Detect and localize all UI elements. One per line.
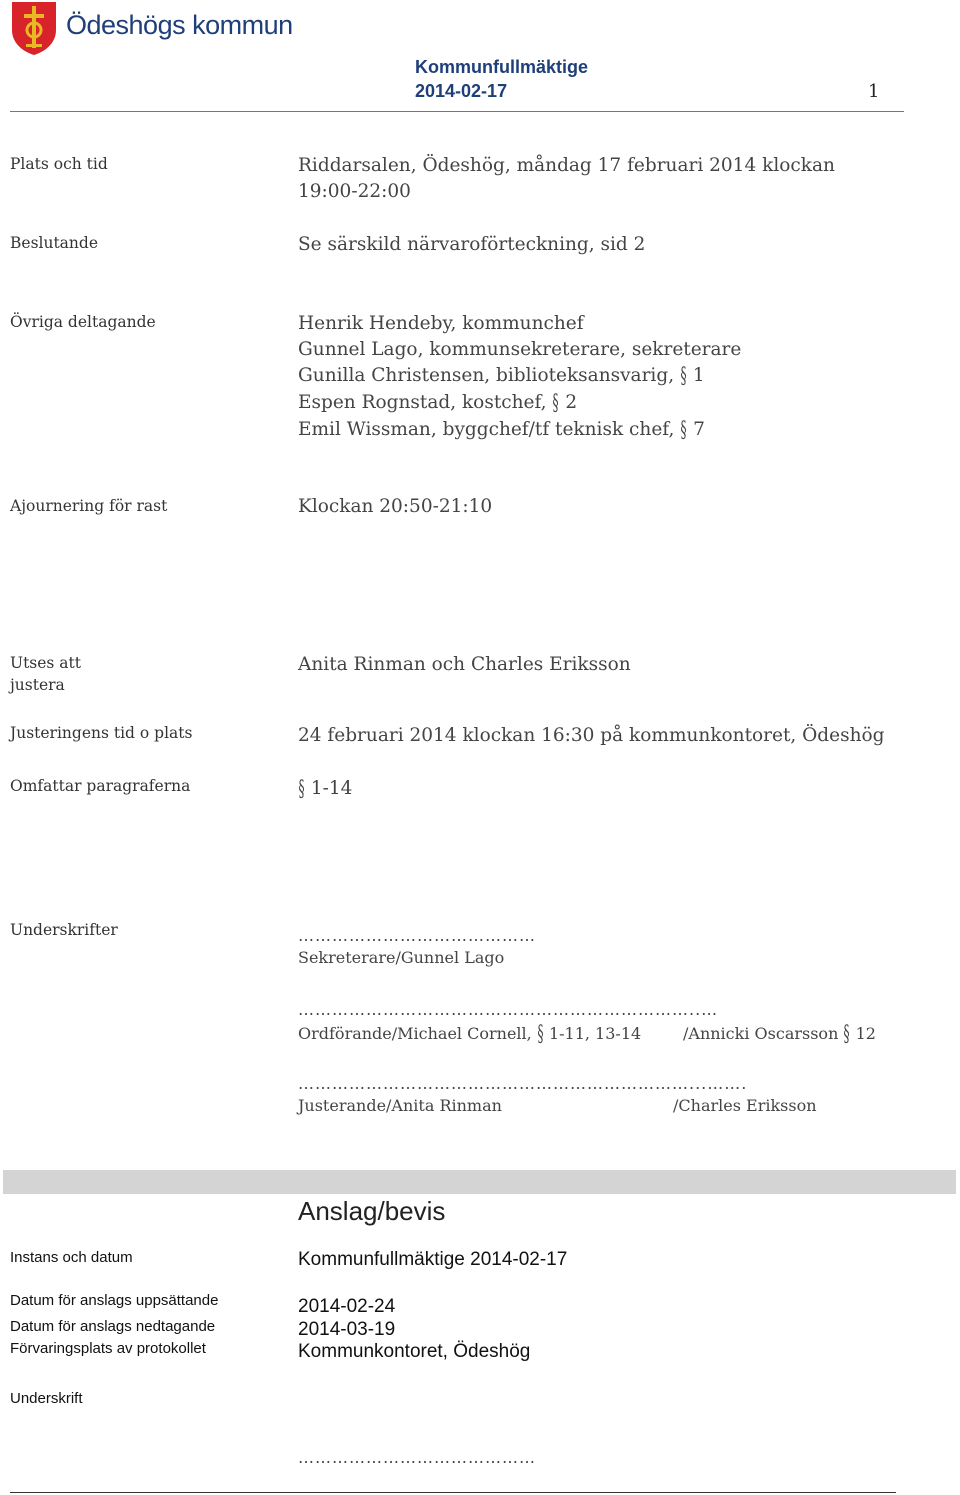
forvaring-value: Kommunkontoret, Ödeshög: [298, 1341, 531, 1362]
omfattar-value: § 1-14: [298, 777, 353, 802]
paragraph-symbol: §: [843, 1022, 850, 1047]
ovriga-item: Henrik Hendeby, kommunchef: [298, 313, 584, 334]
uppsattande-value: 2014-02-24: [298, 1296, 396, 1317]
justering-value: 24 februari 2014 klockan 16:30 på kommunkontoret, Ödeshög: [298, 725, 885, 746]
header-org: Kommunfullmäktige: [415, 57, 589, 77]
nedtagande-value: 2014-03-19: [298, 1319, 396, 1340]
signature-line-2: ……………………………………………………………..…: [298, 1000, 719, 1019]
header-divider: [10, 111, 904, 112]
paragraph-symbol: §: [680, 418, 687, 443]
ovriga-item: Gunnel Lago, kommunsekreterare, sekreterare: [298, 339, 742, 360]
paragraph-symbol: §: [552, 391, 559, 416]
utses-value: Anita Rinman och Charles Eriksson: [298, 654, 631, 675]
signature-chair-alt: /Annicki Oscarsson § 12: [683, 1022, 876, 1047]
plats-label: Plats och tid: [10, 155, 108, 173]
paragraph-symbol: §: [298, 777, 305, 802]
beslutande-label: Beslutande: [10, 234, 99, 252]
ovriga-item: Gunilla Christensen, biblioteksansvarig, § 1: [298, 364, 705, 389]
logo-text: Ödeshögs kommun: [66, 10, 293, 40]
underskrift-label: Underskrift: [10, 1390, 83, 1407]
instans-value: Kommunfullmäktige 2014-02-17: [298, 1249, 568, 1270]
uppsattande-label: Datum för anslags uppsättande: [10, 1292, 219, 1309]
paragraph-symbol: §: [680, 364, 687, 389]
plats-line-1: Riddarsalen, Ödeshög, måndag 17 februari 2014 klockan: [298, 155, 835, 176]
signature-line-1: ……………………………………: [298, 926, 536, 945]
underskrift-line: ……………………………………: [298, 1448, 536, 1467]
signature-secretary: Sekreterare/Gunnel Lago: [298, 948, 505, 967]
justering-label: Justeringens tid o plats: [10, 724, 193, 742]
instans-label: Instans och datum: [10, 1249, 133, 1266]
beslutande-value: Se särskild närvaroförteckning, sid 2: [298, 234, 646, 255]
nedtagande-label: Datum för anslags nedtagande: [10, 1318, 216, 1335]
page-number: 1: [868, 81, 880, 102]
forvaring-label: Förvaringsplats av protokollet: [10, 1340, 206, 1357]
anslag-title: Anslag/bevis: [298, 1196, 446, 1226]
ovriga-list: [298, 311, 741, 444]
ajournering-label: Ajournering för rast: [10, 497, 168, 515]
header-date: 2014-02-17: [415, 81, 508, 101]
signature-adjuster-1: Justerande/Anita Rinman: [298, 1096, 502, 1115]
utses-label-1: Utses att: [10, 654, 81, 672]
coat-of-arms-icon: [10, 0, 58, 56]
ovriga-item: Emil Wissman, byggchef/tf teknisk chef, § 7: [298, 418, 705, 443]
utses-label-2: justera: [10, 676, 65, 694]
plats-line-2: 19:00-22:00: [298, 181, 411, 202]
signature-adjuster-2: /Charles Eriksson: [673, 1096, 817, 1115]
ovriga-label: Övriga deltagande: [10, 313, 156, 331]
ajournering-value: Klockan 20:50-21:10: [298, 496, 493, 517]
ovriga-item: Espen Rognstad, kostchef, § 2: [298, 391, 578, 416]
omfattar-label: Omfattar paragraferna: [10, 777, 191, 795]
signature-line-3: ……………………………………………………………...…….: [298, 1074, 748, 1093]
footer-divider: [10, 1492, 896, 1493]
underskrifter-label: Underskrifter: [10, 921, 118, 939]
paragraph-symbol: §: [537, 1022, 544, 1047]
anslag-band: [3, 1170, 956, 1194]
signature-chair: Ordförande/Michael Cornell, § 1-11, 13-14: [298, 1022, 642, 1047]
